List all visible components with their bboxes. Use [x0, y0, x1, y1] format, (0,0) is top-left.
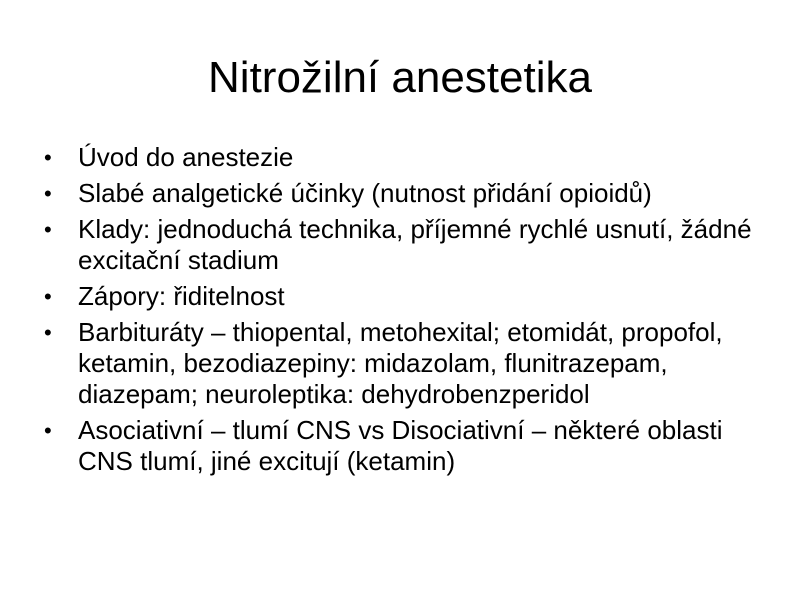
bullet-item-cons — [40, 281, 770, 312]
bullet-icon: • — [44, 145, 52, 170]
slide-title: Nitrožilní anestetika — [208, 53, 592, 102]
bullet-icon: • — [44, 320, 52, 345]
bullet-icon: • — [44, 284, 52, 309]
bullet-item-analgesia — [40, 178, 770, 209]
bullet-item-associative — [40, 415, 770, 477]
bullet-item-drugs — [40, 317, 770, 410]
bullet-text: Zápory: řiditelnost — [78, 281, 285, 311]
bullet-text: Slabé analgetické účinky (nutnost přidání opioidů) — [78, 178, 652, 208]
bullet-item-pros — [40, 214, 770, 276]
bullet-icon: • — [44, 217, 52, 242]
bullet-text: Úvod do anestezie — [78, 142, 294, 172]
bullet-item-intro — [40, 142, 770, 173]
bullet-text: Klady: jednoduchá technika, příjemné rychlé usnutí, žádné excitační stadium — [78, 214, 752, 275]
bullet-text: Asociativní – tlumí CNS vs Disociativní – některé oblasti CNS tlumí, jiné excitují (ketamin) — [78, 415, 723, 476]
bullet-icon: • — [44, 418, 52, 443]
bullet-list — [40, 142, 770, 482]
bullet-text: Barbituráty – thiopental, metohexital; etomidát, propofol, ketamin, bezodiazepiny: midazolam, flunitrazepam, diazepam; neuroleptika: dehydrobenzperidol — [78, 317, 723, 409]
bullet-icon: • — [44, 181, 52, 206]
